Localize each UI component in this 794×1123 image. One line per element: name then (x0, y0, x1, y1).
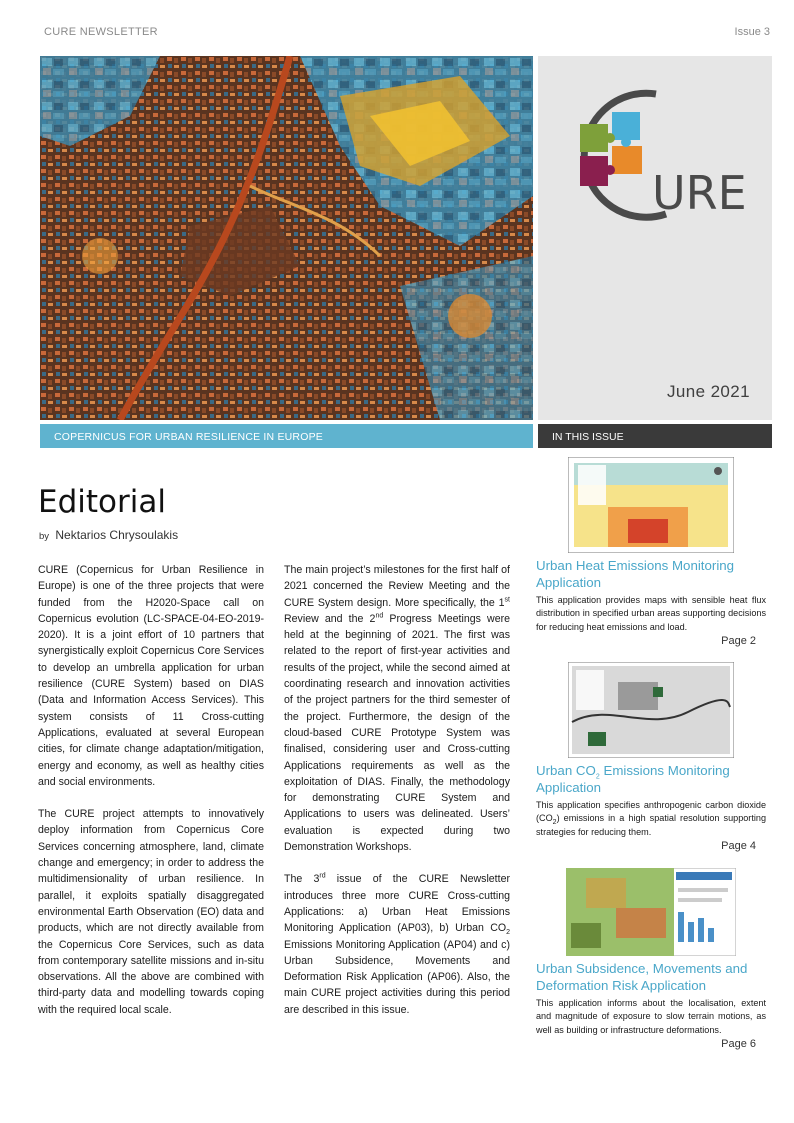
editorial-title: Editorial (38, 484, 166, 520)
cure-logo (546, 74, 766, 224)
issue-item-subsidence[interactable] (536, 868, 766, 1050)
issue-item-page[interactable]: Page 2 (721, 635, 756, 648)
hero-satellite-image (40, 56, 533, 420)
issue-item-title[interactable]: Urban Subsidence, Movements and Deformation Risk Application (536, 961, 748, 993)
subsidence-map-thumbnail (566, 868, 736, 956)
issue-item-page[interactable]: Page 6 (721, 1038, 756, 1051)
editorial-column-1 (38, 562, 264, 1034)
issue-item-desc: This application specifies anthropogenic carbon dioxide $(CO_2)$ emissions in a high spatial resolution supporting strategies for reducing them. (536, 800, 766, 837)
issue-item-desc: This application provides maps with sensible heat flux distribution in specified urban areas supporting decisions for reducing heat emissions and load. (536, 595, 766, 632)
puzzle-purple-icon (580, 156, 608, 186)
project-band: COPERNICUS FOR URBAN RESILIENCE IN EUROPE (40, 424, 533, 448)
puzzle-green-icon (580, 124, 608, 152)
paragraph: The CURE project attempts to innovatively deploy information from Copernicus Core Services concerning atmosphere, land, climate change and emergency; in order to address the multidimensionality of urban resilience. In parallel, it exploits spatially disaggregated environmental Earth Observation (EO) data and products, which are not directly available from the Copernicus Core Services, such as data from contemporary satellite missions and in-situ observations. All the above are combined with third-party data and modelling towards coping with the required local scale. (38, 808, 264, 1016)
in-this-issue-band: IN THIS ISSUE (538, 424, 772, 448)
issue-date: June 2021 (666, 382, 750, 401)
puzzle-orange-icon (612, 146, 642, 174)
issue-item-heat[interactable] (536, 457, 766, 647)
editorial-column-2 (284, 562, 510, 1034)
issue-number: Issue 3 (734, 26, 770, 38)
byline (39, 528, 178, 542)
paragraph: The 3rd issue of the CURE Newsletter introduces three more CURE Cross-cutting Applications: a) Urban Heat Emissions Monitoring Application (AP03), b) Urban $CO_2$ Emissions Monitoring Application (AP04) and c) Urban Subsidence, Movements and Deformation Risk Application (AP06). Also, the main CURE project activities during this period are described in this issue. (284, 872, 510, 1016)
byline-prefix: by (39, 531, 50, 542)
co2-map-thumbnail (568, 662, 734, 758)
issue-item-desc: This application informs about the localisation, extent and magnitude of exposure to slow terrain motions, as well as building or infrastructure deformations. (536, 998, 766, 1035)
issue-item-co2[interactable] (536, 662, 766, 852)
issue-item-title[interactable]: Urban Heat Emissions Monitoring Application (536, 558, 735, 590)
author-name: Nektarios Chrysoulakis (55, 528, 179, 542)
issue-item-title[interactable]: Urban $CO_2$ Emissions Monitoring Application (536, 763, 730, 795)
logo-panel (538, 56, 772, 420)
paragraph: CURE (Copernicus for Urban Resilience in Europe) is one of the three projects that were funded from the H2020-Space call on Copernicus evolution (LC-SPACE-04-EO-2019-2020). It is a joint effort of 10 partners that synergistically exploit Copernicus Core Services to develop an umbrella application for urban resilience (CURE System) based on DIAS (Data and Information Access Services). This system consists of 11 Cross-cutting Applications, evaluated at several European cities, for climate change adaptation/mitigation, energy and economy, as well as healthy cities and social environments. (38, 564, 264, 788)
logo-text: URE (652, 166, 747, 220)
heat-map-thumbnail (568, 457, 734, 553)
issue-item-page[interactable]: Page 4 (721, 840, 756, 853)
newsletter-label: CURE NEWSLETTER (44, 26, 158, 38)
puzzle-blue-icon (612, 112, 640, 140)
paragraph: The main project’s milestones for the first half of 2021 concerned the Review Meeting and the CURE System design. More specifically, the 1st Review and the 2nd Progress Meetings were held at the beginning of 2021. The first was related to the report of first-year activities and results of the project, while the second aimed at coordinating research and innovation activities of the project partners for the third semester of the project. Furthermore, the design of the cloud-based CURE Prototype System was finalised, considering user and Cross-cutting Applications requirements as well as the exploitation of DIAS. Finally, the methodology for demonstrating CURE System and Applications to users was delineated. Users’ evaluation is expected during two Demonstration Workshops. (284, 564, 511, 854)
